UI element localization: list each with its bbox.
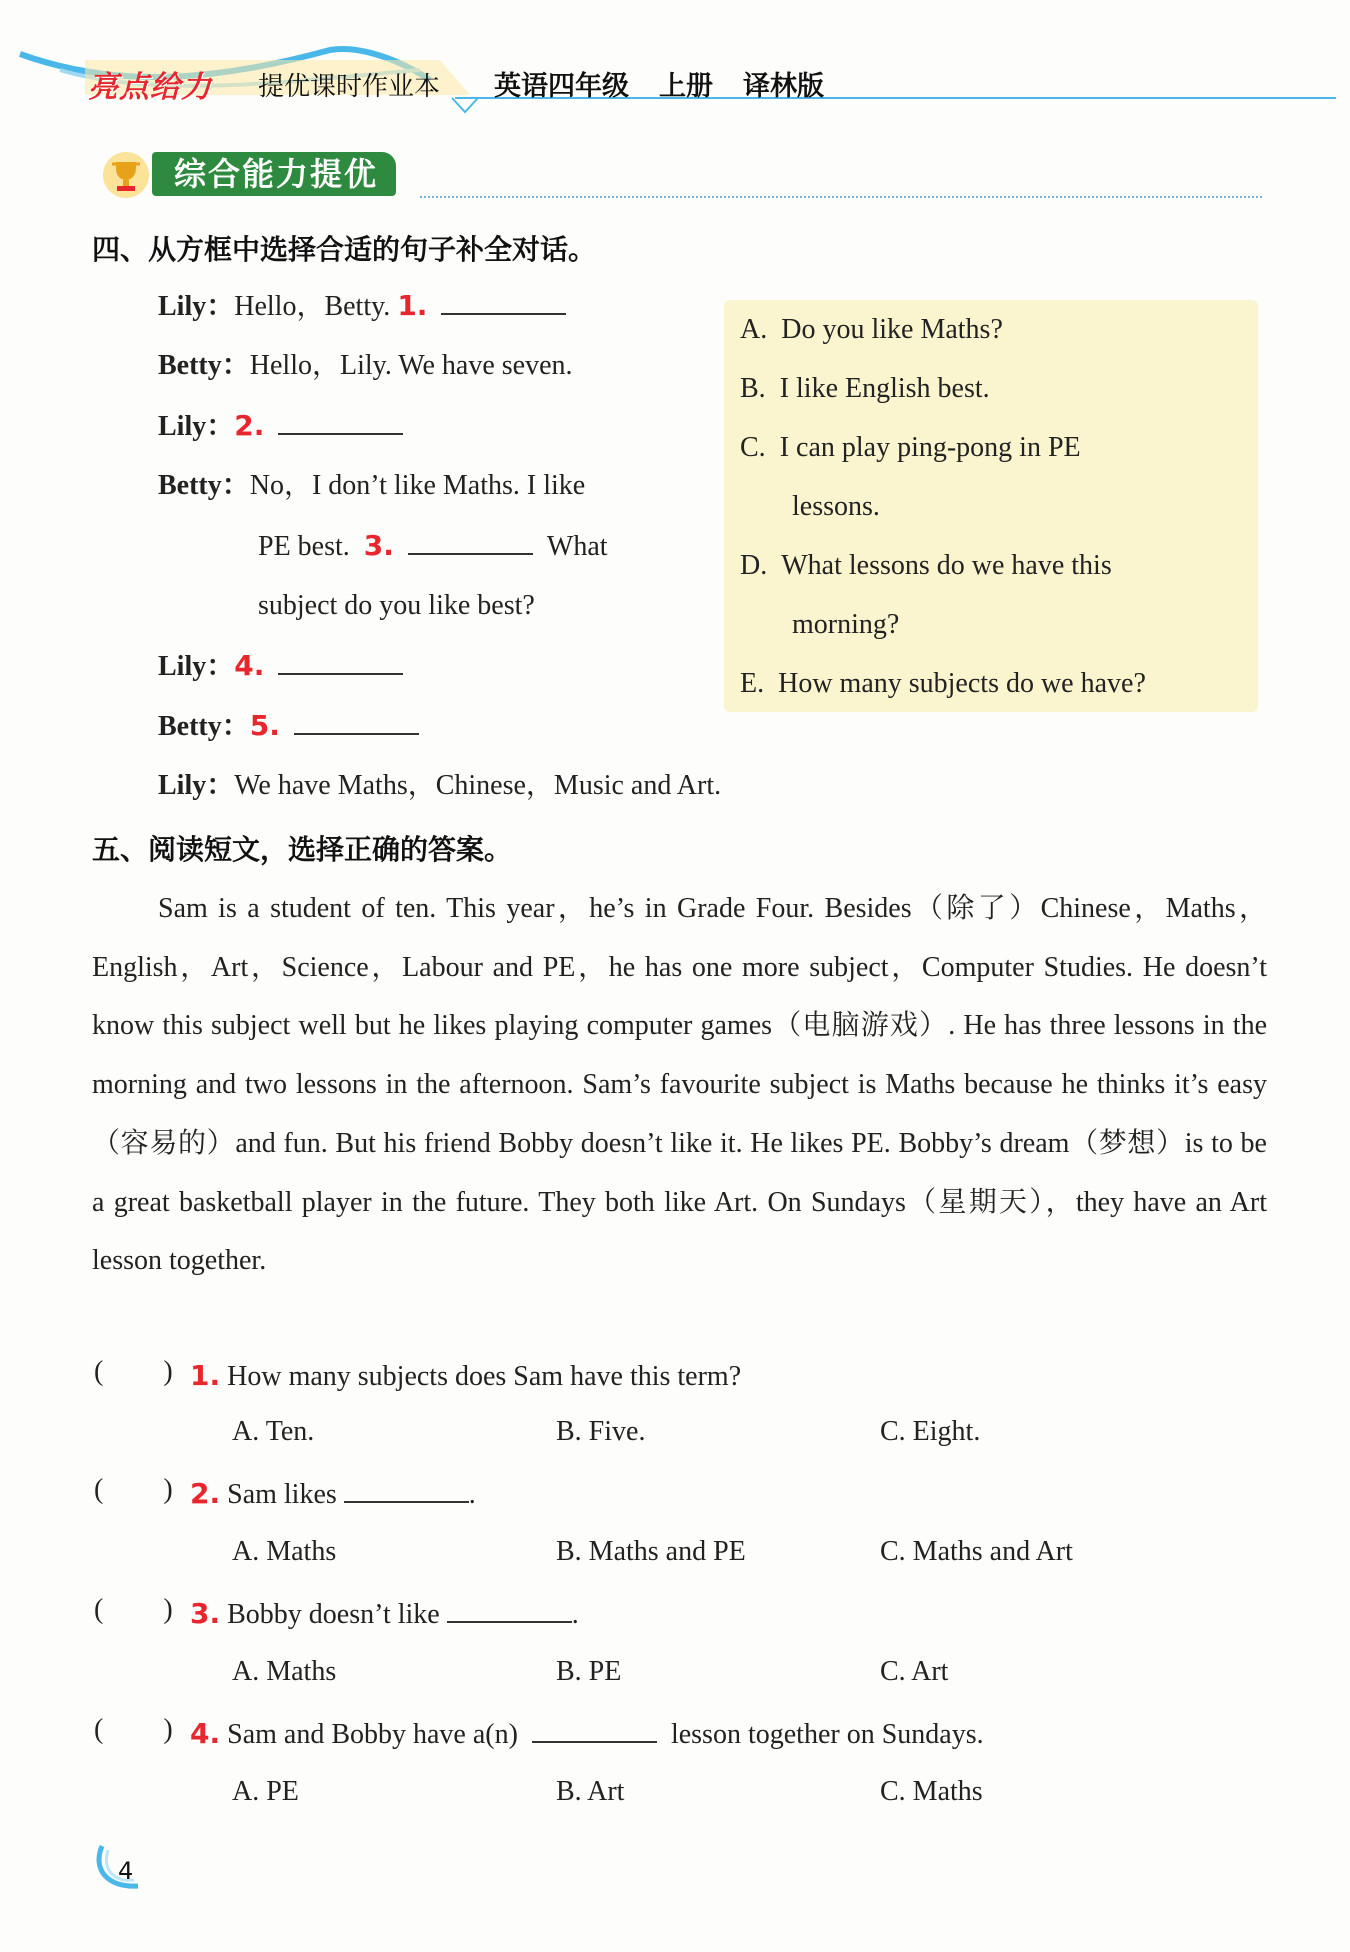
choice-1a[interactable]: A. Ten.: [232, 1416, 315, 1447]
q5-heading: 五、阅读短文，选择正确的答案。: [92, 833, 513, 866]
q4-heading: 四、从方框中选择合适的句子补全对话。: [92, 233, 597, 266]
answer-paren-1[interactable]: ( ): [94, 1356, 173, 1387]
speaker: Lily：: [158, 411, 235, 442]
choice-4b[interactable]: B. Art: [556, 1776, 625, 1807]
option-letter: E.: [740, 668, 765, 699]
question-2: 2. Sam likes .: [190, 1477, 476, 1510]
question-stem: Bobby doesn’t like: [227, 1599, 440, 1630]
option-d-cont: [792, 605, 899, 645]
blank-number: 2.: [234, 409, 265, 442]
question-number: 4.: [190, 1717, 221, 1750]
dialogue-text: Hello，Lily. We have seven.: [249, 350, 573, 381]
option-text: How many subjects do we have?: [778, 668, 1146, 699]
speaker: Betty：: [158, 470, 250, 501]
choice-1c[interactable]: C. Eight.: [880, 1416, 981, 1447]
question-number: 3.: [190, 1597, 221, 1630]
option-c: [740, 428, 1081, 468]
answer-paren-2[interactable]: ( ): [94, 1474, 173, 1505]
dialogue-line-3: [158, 406, 403, 447]
page-number: 4: [118, 1857, 134, 1885]
question-4: 4. Sam and Bobby have a(n) lesson together on Sundays.: [190, 1717, 984, 1750]
option-text: lessons.: [792, 491, 880, 522]
option-text: Do you like Maths?: [781, 314, 1003, 345]
dialogue-line-2: [158, 346, 573, 386]
choice-2a[interactable]: A. Maths: [232, 1536, 337, 1567]
option-text: What lessons do we have this: [781, 550, 1112, 581]
dialogue-line-9: [158, 766, 721, 806]
speaker: Lily：: [158, 291, 235, 322]
option-d: [740, 546, 1112, 586]
trophy-icon: [100, 150, 156, 200]
answer-blank[interactable]: [278, 649, 403, 675]
blank-number: 3.: [363, 529, 394, 562]
answer-blank[interactable]: [344, 1477, 469, 1503]
speaker: Lily：: [158, 651, 235, 682]
answer-blank[interactable]: [532, 1717, 657, 1743]
option-text: I can play ping-pong in PE: [779, 432, 1081, 463]
reading-passage: [92, 880, 1267, 1291]
choice-4a[interactable]: A. PE: [232, 1776, 299, 1807]
dialogue-line-1: [158, 286, 566, 327]
dialogue-text: Hello，Betty.: [234, 291, 391, 322]
dialogue-line-8: [158, 706, 419, 747]
dialogue-text: What: [546, 531, 608, 562]
dialogue-text: subject do you like best?: [258, 590, 535, 621]
choice-3a[interactable]: A. Maths: [232, 1656, 337, 1687]
choice-3b[interactable]: B. PE: [556, 1656, 622, 1687]
header-info: [494, 64, 854, 103]
question-3: 3. Bobby doesn’t like .: [190, 1597, 579, 1630]
book-title: 提优课时作业本: [258, 72, 441, 102]
dialogue-text: No，I don’t like Maths. I like: [249, 470, 586, 501]
choice-2c[interactable]: C. Maths and Art: [880, 1536, 1073, 1567]
option-letter: C.: [740, 432, 766, 463]
answer-paren-4[interactable]: ( ): [94, 1714, 173, 1745]
section-banner: 综合能力提优: [152, 152, 396, 196]
edition: 译林版: [743, 71, 824, 102]
question-stem: Sam likes: [227, 1479, 337, 1510]
question-number: 1.: [190, 1359, 221, 1392]
dialogue-line-6: [258, 586, 535, 626]
answer-blank[interactable]: [408, 529, 533, 555]
question-stem: How many subjects does Sam have this term?: [227, 1361, 742, 1392]
option-letter: B.: [740, 373, 766, 404]
dialogue-line-4: [158, 466, 585, 506]
option-text: morning?: [792, 609, 900, 640]
option-letter: D.: [740, 550, 768, 581]
speaker: Betty：: [158, 350, 250, 381]
question-1: [190, 1356, 741, 1397]
speaker: Betty：: [158, 711, 250, 742]
option-b: [740, 369, 990, 409]
answer-paren-3[interactable]: ( ): [94, 1594, 173, 1625]
option-text: I like English best.: [779, 373, 990, 404]
brand-logo: 亮点给力: [88, 70, 212, 105]
blank-number: 5.: [249, 709, 280, 742]
option-e: [740, 664, 1146, 704]
blank-number: 4.: [234, 649, 265, 682]
dialogue-text: We have Maths，Chinese，Music and Art.: [234, 770, 722, 801]
answer-blank[interactable]: [278, 409, 403, 435]
answer-blank[interactable]: [447, 1597, 572, 1623]
question-number: 2.: [190, 1477, 221, 1510]
dialogue-line-7: [158, 646, 403, 687]
volume: 上册: [659, 71, 713, 102]
option-c-cont: [792, 487, 880, 527]
passage-text: Sam is a student of ten. This year，he’s in Grade Four. Besides（除了）Chinese，Maths，English，Art，Science，Labour and PE，he has one more subject，Computer Studies. He doesn’t know this subject well but he likes playing computer games（电脑游戏）. He has three lessons in the morning and two lessons in the afternoon. Sam’s favourite subject is Maths because he thinks it’s easy（容易的）and fun. But his friend Bobby doesn’t like it. He likes PE. Bobby’s dream（梦想）is to be a great basketball player in the future. They both like Art. On Sundays（星期天），they have an Art lesson together.: [92, 893, 1267, 1277]
speaker: Lily：: [158, 770, 235, 801]
blank-number: 1.: [397, 289, 428, 322]
choice-4c[interactable]: C. Maths: [880, 1776, 983, 1807]
dialogue-line-5: [258, 526, 608, 567]
question-stem: Sam and Bobby have a(n): [227, 1719, 518, 1750]
choice-3c[interactable]: C. Art: [880, 1656, 949, 1687]
banner-dotted-line: [420, 196, 1262, 198]
answer-blank[interactable]: [294, 709, 419, 735]
option-letter: A.: [740, 314, 768, 345]
option-a: [740, 310, 1003, 350]
choice-1b[interactable]: B. Five.: [556, 1416, 646, 1447]
answer-blank[interactable]: [441, 289, 566, 315]
subject-grade: 英语四年级: [494, 71, 629, 102]
choice-2b[interactable]: B. Maths and PE: [556, 1536, 746, 1567]
dialogue-text: PE best.: [258, 531, 350, 562]
